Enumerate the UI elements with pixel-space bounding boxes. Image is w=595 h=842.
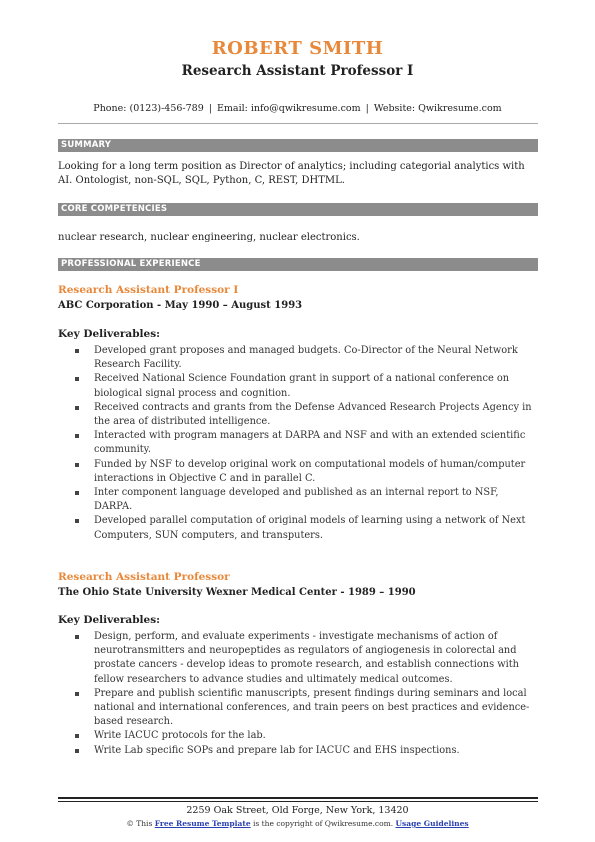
candidate-name: ROBERT SMITH: [211, 38, 384, 59]
job-company: ABC Corporation - May 1990 – August 1993: [58, 300, 303, 311]
job-bullet-list: [58, 630, 538, 758]
contact-separator: |: [365, 103, 369, 114]
list-item: Interacted with program managers at DARPA and NSF and with an extended scientific community.: [58, 429, 538, 457]
deliverables-label: Key Deliverables:: [58, 328, 161, 340]
usage-guidelines-link[interactable]: Usage Guidelines: [395, 819, 469, 828]
job-role-title: Research Assistant Professor: [58, 571, 230, 583]
section-heading-experience: PROFESSIONAL EXPERIENCE: [58, 258, 538, 271]
contact-line: [0, 103, 595, 114]
list-item: Funded by NSF to develop original work on computational models of human/computer interactions in Objective C and in parallel C.: [58, 458, 538, 486]
phone-text: Phone: (0123)-456-789: [93, 103, 204, 114]
list-item: Received contracts and grants from the Defense Advanced Research Projects Agency in the area of distributed intelligence.: [58, 401, 538, 429]
list-item: Received National Science Foundation grant in support of a national conference on biological signal process and cognition.: [58, 372, 538, 400]
footer-divider: [58, 801, 538, 802]
website-text: Website: Qwikresume.com: [373, 103, 502, 114]
contact-separator: |: [208, 103, 212, 114]
header-divider: [58, 123, 538, 124]
free-resume-template-link[interactable]: Free Resume Template: [154, 819, 251, 828]
summary-text: Looking for a long term position as Director of analytics; including categorial analytics with AI. Ontologist, non-SQL, SQL, Python, C, REST, DHTML.: [58, 161, 525, 187]
footer-divider: [58, 797, 538, 799]
deliverables-label: Key Deliverables:: [58, 614, 161, 626]
competencies-text: nuclear research, nuclear engineering, nuclear electronics.: [58, 232, 360, 243]
list-item: Inter component language developed and published as an internal report to NSF, DARPA.: [58, 486, 538, 514]
job-company: The Ohio State University Wexner Medical Center - 1989 – 1990: [58, 587, 416, 598]
footer-copyright: [0, 819, 595, 828]
list-item: Prepare and publish scientific manuscripts, present findings during seminars and local national and international conferences, and train peers on best practices and evidence-based research.: [58, 687, 538, 730]
list-item: Design, perform, and evaluate experiments - investigate mechanisms of action of neurotransmitters and neuropeptides as regulators of angiogenesis in colorectal and prostate cancers - develop ideas to promote research, and establish connections with fellow researchers to advance studies and ultimately medical outcomes.: [58, 630, 538, 687]
email-text: Email: info@qwikresume.com: [216, 103, 361, 114]
job-role-title: Research Assistant Professor I: [58, 284, 239, 296]
candidate-title: Research Assistant Professor I: [181, 63, 414, 79]
list-item: Write IACUC protocols for the lab.: [58, 729, 538, 743]
list-item: Developed grant proposes and managed budgets. Co-Director of the Neural Network Research Facility.: [58, 344, 538, 372]
section-heading-competencies: CORE COMPETENCIES: [58, 203, 538, 216]
footer-address: 2259 Oak Street, Old Forge, New York, 13420: [186, 805, 409, 816]
list-item: Write Lab specific SOPs and prepare lab for IACUC and EHS inspections.: [58, 744, 538, 758]
copyright-prefix: © This: [126, 819, 153, 828]
list-item: Developed parallel computation of original models of learning using a network of Next Computers, SUN computers, and transputers.: [58, 514, 538, 542]
job-bullet-list: [58, 344, 538, 543]
section-heading-summary: SUMMARY: [58, 139, 538, 152]
copyright-middle: is the copyright of Qwikresume.com.: [253, 819, 394, 828]
